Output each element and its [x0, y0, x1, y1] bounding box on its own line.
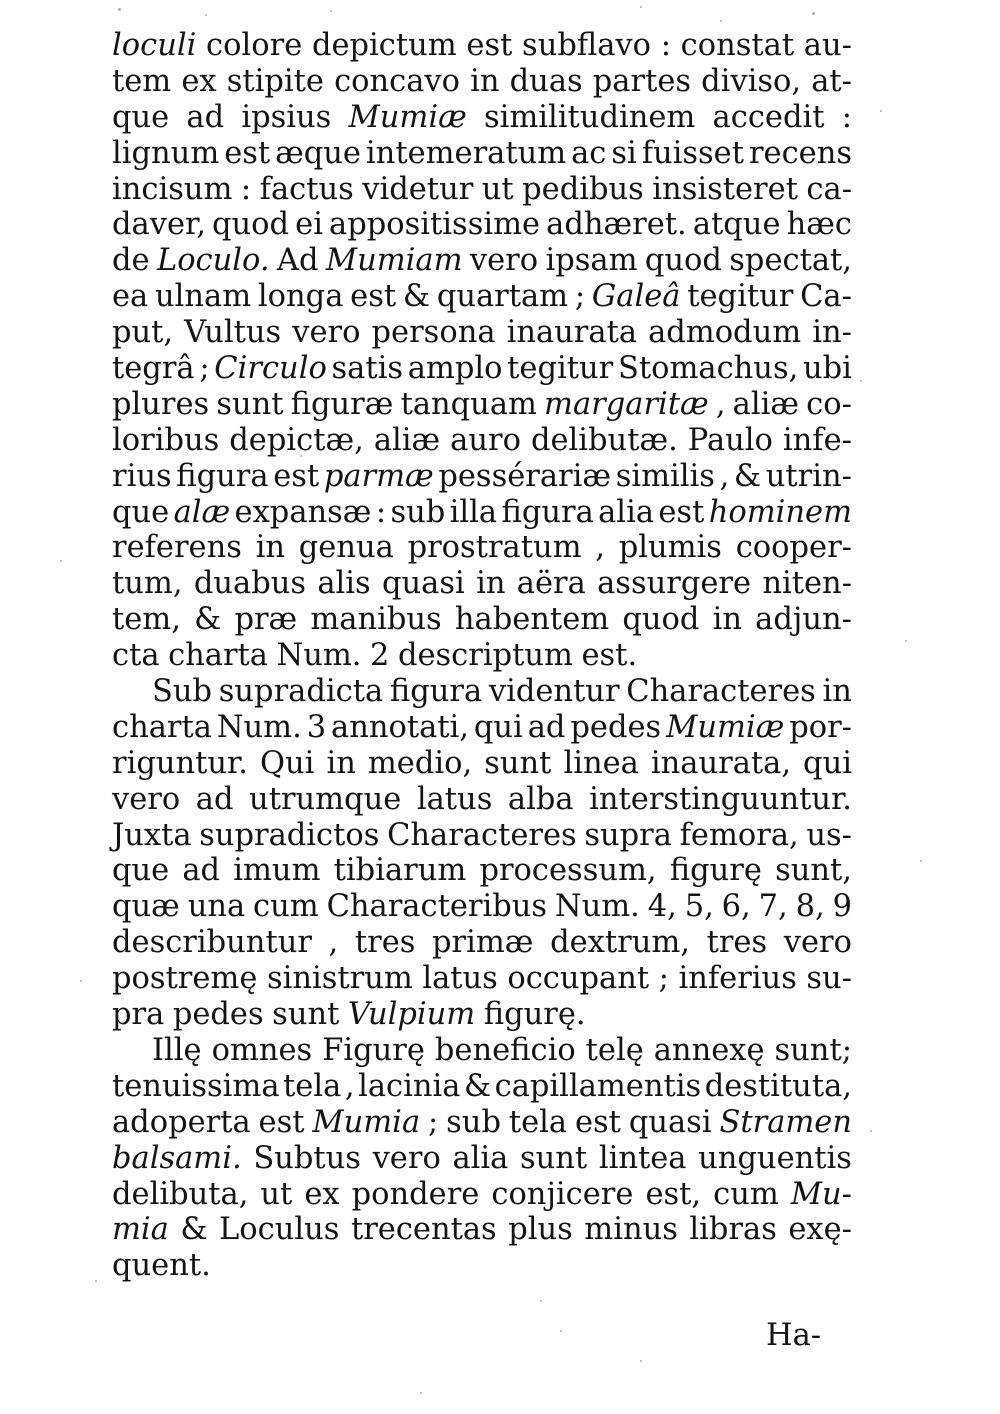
latin-text-block	[112, 28, 852, 1284]
speck	[560, 1330, 562, 1332]
speck	[60, 560, 62, 562]
text-line: pra pedes sunt Vulpium figurę.	[112, 997, 586, 1033]
speck	[870, 1130, 872, 1132]
text-line: balsami. Subtus vero alia sunt lintea unguentis	[112, 1140, 852, 1176]
text-line: que ad ipsius Mumiæ similitudinem accedit :	[112, 99, 852, 135]
text-line: tegrâ ; Circulo satis amplo tegitur Stomachus, ubi	[112, 351, 852, 387]
speck	[95, 1280, 97, 1282]
speck	[330, 10, 332, 12]
speck	[905, 640, 907, 642]
text-line: tem ex stipite concavo in duas partes diviso, at-	[112, 63, 852, 99]
text-line: tenuissima tela , lacinia & capillamentis destituta,	[112, 1068, 852, 1104]
text-line: incisum : factus videtur ut pedibus insisteret ca-	[112, 171, 852, 207]
text-line: quent.	[112, 1248, 211, 1284]
text-line: que ad imum tibiarum processum, figurę sunt,	[112, 853, 852, 889]
text-line: plures sunt figuræ tanquam margaritæ , aliæ co-	[112, 386, 852, 422]
text-line: tem, & præ manibus habentem quod in adjun-	[112, 602, 852, 638]
speck	[205, 14, 207, 16]
text-line: postremę sinistrum latus occupant ; inferius su-	[112, 961, 852, 997]
speck	[640, 1360, 642, 1362]
text-line: mia & Loculus trecentas plus minus libras exę-	[112, 1212, 852, 1248]
text-line: charta Num. 3 annotati, qui ad pedes Mumiæ por-	[112, 709, 852, 745]
text-line: daver, quod ei appositissime adhæret. atque hæc	[112, 207, 852, 243]
text-line: Juxta supradictos Characteres supra femora, us-	[112, 817, 852, 853]
text-line: vero ad utrumque latus alba interstinguuntur.	[112, 781, 852, 817]
text-line: loribus depictæ, aliæ auro delibutæ. Paulo infe-	[112, 422, 852, 458]
text-line: de Loculo. Ad Mumiam vero ipsam quod spectat,	[112, 243, 852, 279]
text-line: Illę omnes Figurę beneficio telę annexę sunt;	[152, 1032, 852, 1068]
text-line: lignum est æque intemeratum ac si fuisset recens	[112, 135, 852, 171]
text-line: delibuta, ut ex pondere conjicere est, cum Mu-	[112, 1176, 852, 1212]
speck	[118, 8, 121, 11]
text-line: ea ulnam longa est & quartam ; Galeâ tegitur Ca-	[112, 279, 852, 315]
speck	[920, 860, 922, 862]
text-line: cta charta Num. 2 descriptum est.	[112, 638, 638, 674]
speck	[540, 1300, 542, 1302]
text-line: adoperta est Mumia ; sub tela est quasi Stramen	[112, 1104, 852, 1140]
text-line: Sub supradicta figura videntur Characteres in	[152, 674, 852, 710]
text-line: put, Vultus vero persona inaurata admodum in-	[112, 315, 852, 351]
speck	[420, 1392, 422, 1394]
catchword: Ha-	[766, 1318, 822, 1353]
speck	[880, 110, 882, 112]
text-line: rius figura est parmæ pessérariæ similis , & utrin-	[112, 458, 852, 494]
text-line: que alæ expansæ : sub illa figura alia est hominem	[112, 494, 852, 530]
text-line: describuntur , tres primæ dextrum, tres vero	[112, 925, 852, 961]
text-line: riguntur. Qui in medio, sunt linea inaurata, qui	[112, 745, 852, 781]
speck	[720, 20, 722, 22]
text-line: referens in genua prostratum , plumis cooper-	[112, 530, 852, 566]
speck	[860, 380, 862, 382]
text-line: quæ una cum Characteribus Num. 4, 5, 6, 7, 8, 9	[112, 889, 852, 925]
text-line: tum, duabus alis quasi in aëra assurgere niten-	[112, 566, 852, 602]
text-line: loculi colore depictum est subflavo : constat au-	[112, 28, 852, 63]
speck	[640, 6, 642, 8]
speck	[80, 980, 82, 982]
speck	[812, 12, 815, 15]
